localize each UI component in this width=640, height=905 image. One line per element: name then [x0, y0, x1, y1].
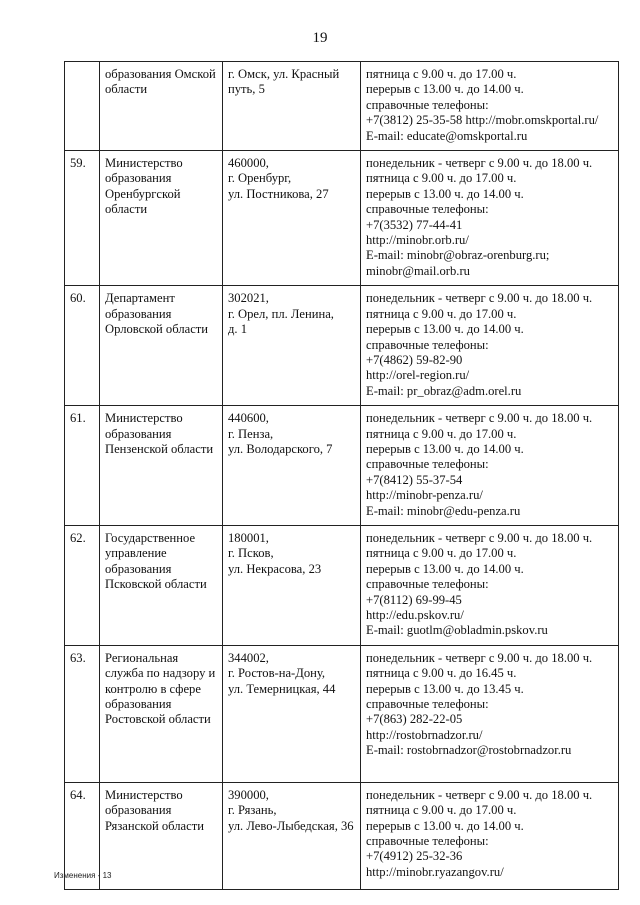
organization-contacts-line: пятница с 9.00 ч. до 17.00 ч. [366, 803, 517, 818]
organization-name-line: Оренбургской [105, 186, 181, 201]
organization-name [100, 286, 223, 406]
organization-name-line: Орловской области [105, 322, 209, 337]
organization-address-line: г. Оренбург, [228, 171, 292, 186]
row-number: 63. [65, 645, 100, 782]
organization-address-line: ул. Володарского, 7 [228, 441, 333, 456]
organization-name-line: образования Омской [105, 67, 216, 81]
organization-contacts-line: E-mail: rostobrnadzor@rostobrnadzor.ru [366, 743, 572, 758]
organization-address-line: путь, 5 [228, 82, 265, 97]
organization-address-line: г. Рязань, [228, 803, 277, 818]
organization-address-line: ул. Некрасова, 23 [228, 561, 322, 576]
organization-name-line: Региональная [105, 650, 179, 665]
organization-contacts-line: справочные телефоны: [366, 202, 489, 217]
organization-name-line: Министерство [105, 156, 183, 171]
organization-address-line: ул. Темерницкая, 44 [228, 681, 336, 696]
organization-contacts-line: перерыв с 13.00 ч. до 14.00 ч. [366, 186, 524, 201]
organization-address-line: ул. Лево-Лыбедская, 36 [228, 818, 354, 833]
organization-contacts-line: E-mail: guotlm@obladmin.pskov.ru [366, 623, 548, 638]
organization-contacts-line: справочные телефоны: [366, 97, 489, 112]
organization-contacts-line: E-mail: minobr@edu-penza.ru [366, 503, 521, 518]
table-row [65, 782, 619, 889]
organization-contacts-line: http://orel-region.ru/ [366, 368, 470, 383]
organization-name [100, 151, 223, 286]
organization-name [100, 782, 223, 889]
table-row [65, 406, 619, 526]
organization-contacts-line: справочные телефоны: [366, 697, 489, 712]
organization-name-line: Департамент [105, 291, 175, 306]
organization-contacts-line: http://edu.pskov.ru/ [366, 608, 464, 622]
organization-contacts-line: справочные телефоны: [366, 337, 489, 352]
organization-name [100, 645, 223, 782]
organization-name-line: контролю в сфере [105, 681, 201, 696]
row-number: 62. [65, 525, 100, 645]
organization-contacts [361, 151, 619, 286]
organization-contacts-line: пятница с 9.00 ч. до 16.45 ч. [366, 666, 517, 681]
organization-address-line: 440600, [228, 411, 269, 426]
organization-name-line: образования [105, 803, 172, 818]
organization-address-line: г. Орел, пл. Ленина, [228, 306, 334, 321]
organization-contacts-line: пятница с 9.00 ч. до 17.00 ч. [366, 306, 517, 321]
table-row [65, 151, 619, 286]
organization-contacts-line: перерыв с 13.00 ч. до 13.45 ч. [366, 681, 524, 696]
organization-address-line: г. Ростов-на-Дону, [228, 666, 326, 681]
table-row [65, 286, 619, 406]
organization-name-line: области [105, 202, 148, 217]
organization-contacts-line: пятница с 9.00 ч. до 17.00 ч. [366, 171, 517, 186]
organization-name-line: управление [105, 546, 167, 561]
organization-contacts-line: справочные телефоны: [366, 577, 489, 592]
organization-contacts-line: +7(8412) 55-37-54 [366, 472, 463, 487]
organization-contacts-line: http://minobr-penza.ru/ [366, 488, 483, 503]
table-body [65, 62, 619, 890]
organization-name-line: образования [105, 171, 172, 186]
organization-name-line: Министерство [105, 411, 183, 426]
organizations-table [64, 61, 619, 890]
organization-contacts-line: +7(3812) 25-35-58 http://mobr.omskportal.ru/ [366, 113, 599, 128]
organization-contacts-line: перерыв с 13.00 ч. до 14.00 ч. [366, 322, 524, 337]
organization-contacts-line: понедельник - четверг с 9.00 ч. до 18.00 ч. [366, 787, 593, 802]
organization-address-line: 460000, [228, 156, 269, 171]
organization-name-line: образования [105, 561, 172, 576]
organization-contacts-line: http://minobr.orb.ru/ [366, 233, 469, 248]
organization-contacts [361, 286, 619, 406]
organization-contacts-line: пятница с 9.00 ч. до 17.00 ч. [366, 67, 517, 81]
row-number: 60. [65, 286, 100, 406]
organization-contacts-line: понедельник - четверг с 9.00 ч. до 18.00 ч. [366, 291, 593, 306]
organization-contacts-line: перерыв с 13.00 ч. до 14.00 ч. [366, 82, 524, 97]
organization-contacts-line: справочные телефоны: [366, 457, 489, 472]
organization-address [223, 286, 361, 406]
organization-contacts [361, 525, 619, 645]
organization-name-line: Ростовской области [105, 712, 211, 727]
row-number: 59. [65, 151, 100, 286]
organization-name [100, 525, 223, 645]
organization-address-line: 390000, [228, 787, 269, 802]
organization-contacts-line: E-mail: pr_obraz@adm.orel.ru [366, 383, 522, 398]
organization-contacts-line: понедельник - четверг с 9.00 ч. до 18.00 ч. [366, 650, 593, 665]
organization-address-line: 180001, [228, 530, 269, 545]
organization-contacts-line: перерыв с 13.00 ч. до 14.00 ч. [366, 561, 524, 576]
row-number: 61. [65, 406, 100, 526]
organization-contacts [361, 406, 619, 526]
organization-name-line: Псковской области [105, 577, 207, 592]
table-row [65, 525, 619, 645]
organization-name-line: Рязанской области [105, 818, 204, 833]
organization-contacts-line: E-mail: minobr@obraz-orenburg.ru; [366, 248, 550, 263]
organization-contacts-line: http://rostobrnadzor.ru/ [366, 727, 483, 742]
organization-contacts-line: понедельник - четверг с 9.00 ч. до 18.00 ч. [366, 530, 593, 545]
organization-address [223, 782, 361, 889]
organization-contacts [361, 62, 619, 151]
row-number [65, 62, 100, 151]
organization-name-line: области [105, 82, 148, 97]
organization-name [100, 62, 223, 151]
organization-address-line: ул. Постникова, 27 [228, 186, 329, 201]
organization-contacts-line: пятница с 9.00 ч. до 17.00 ч. [366, 546, 517, 561]
organization-name-line: Пензенской области [105, 441, 214, 456]
organization-contacts-line: перерыв с 13.00 ч. до 14.00 ч. [366, 441, 524, 456]
organization-name-line: Министерство [105, 787, 183, 802]
organization-contacts-line: +7(863) 282-22-05 [366, 712, 463, 727]
organization-name-line: образования [105, 306, 172, 321]
organization-contacts [361, 782, 619, 889]
organization-address-line: д. 1 [228, 322, 248, 337]
organization-name [100, 406, 223, 526]
organization-address-line: 302021, [228, 291, 269, 306]
organization-address [223, 525, 361, 645]
organization-address-line: г. Омск, ул. Красный [228, 67, 340, 81]
organization-address [223, 151, 361, 286]
organization-contacts-line: справочные телефоны: [366, 834, 489, 849]
organization-name-line: Государственное [105, 530, 196, 545]
row-number: 64. [65, 782, 100, 889]
organization-contacts-line: E-mail: educate@omskportal.ru [366, 128, 528, 143]
footer-note: Изменения - 13 [54, 871, 112, 880]
organization-name-line: служба по надзору и [105, 666, 216, 681]
organization-name-line: образования [105, 426, 172, 441]
organization-contacts-line: пятница с 9.00 ч. до 17.00 ч. [366, 426, 517, 441]
organization-contacts-line: +7(3532) 77-44-41 [366, 217, 463, 232]
organization-contacts-line: понедельник - четверг с 9.00 ч. до 18.00 ч. [366, 411, 593, 426]
organization-contacts-line: minobr@mail.orb.ru [366, 263, 470, 278]
organization-contacts [361, 645, 619, 782]
organization-contacts-line: +7(4912) 25-32-36 [366, 849, 463, 864]
organization-address [223, 62, 361, 151]
organization-contacts-line: перерыв с 13.00 ч. до 14.00 ч. [366, 818, 524, 833]
organization-address-line: г. Пенза, [228, 426, 274, 441]
organization-address [223, 406, 361, 526]
organization-address-line: г. Псков, [228, 546, 274, 561]
table-row [65, 645, 619, 782]
organization-name-line: образования [105, 697, 172, 712]
organization-contacts-line: +7(8112) 69-99-45 [366, 592, 462, 607]
table-row [65, 62, 619, 151]
organization-address [223, 645, 361, 782]
organization-address-line: 344002, [228, 650, 269, 665]
organization-contacts-line: +7(4862) 59-82-90 [366, 352, 463, 367]
page-number: 19 [312, 30, 328, 46]
organization-contacts-line: понедельник - четверг с 9.00 ч. до 18.00 ч. [366, 156, 593, 171]
organization-contacts-line: http://minobr.ryazangov.ru/ [366, 864, 504, 879]
